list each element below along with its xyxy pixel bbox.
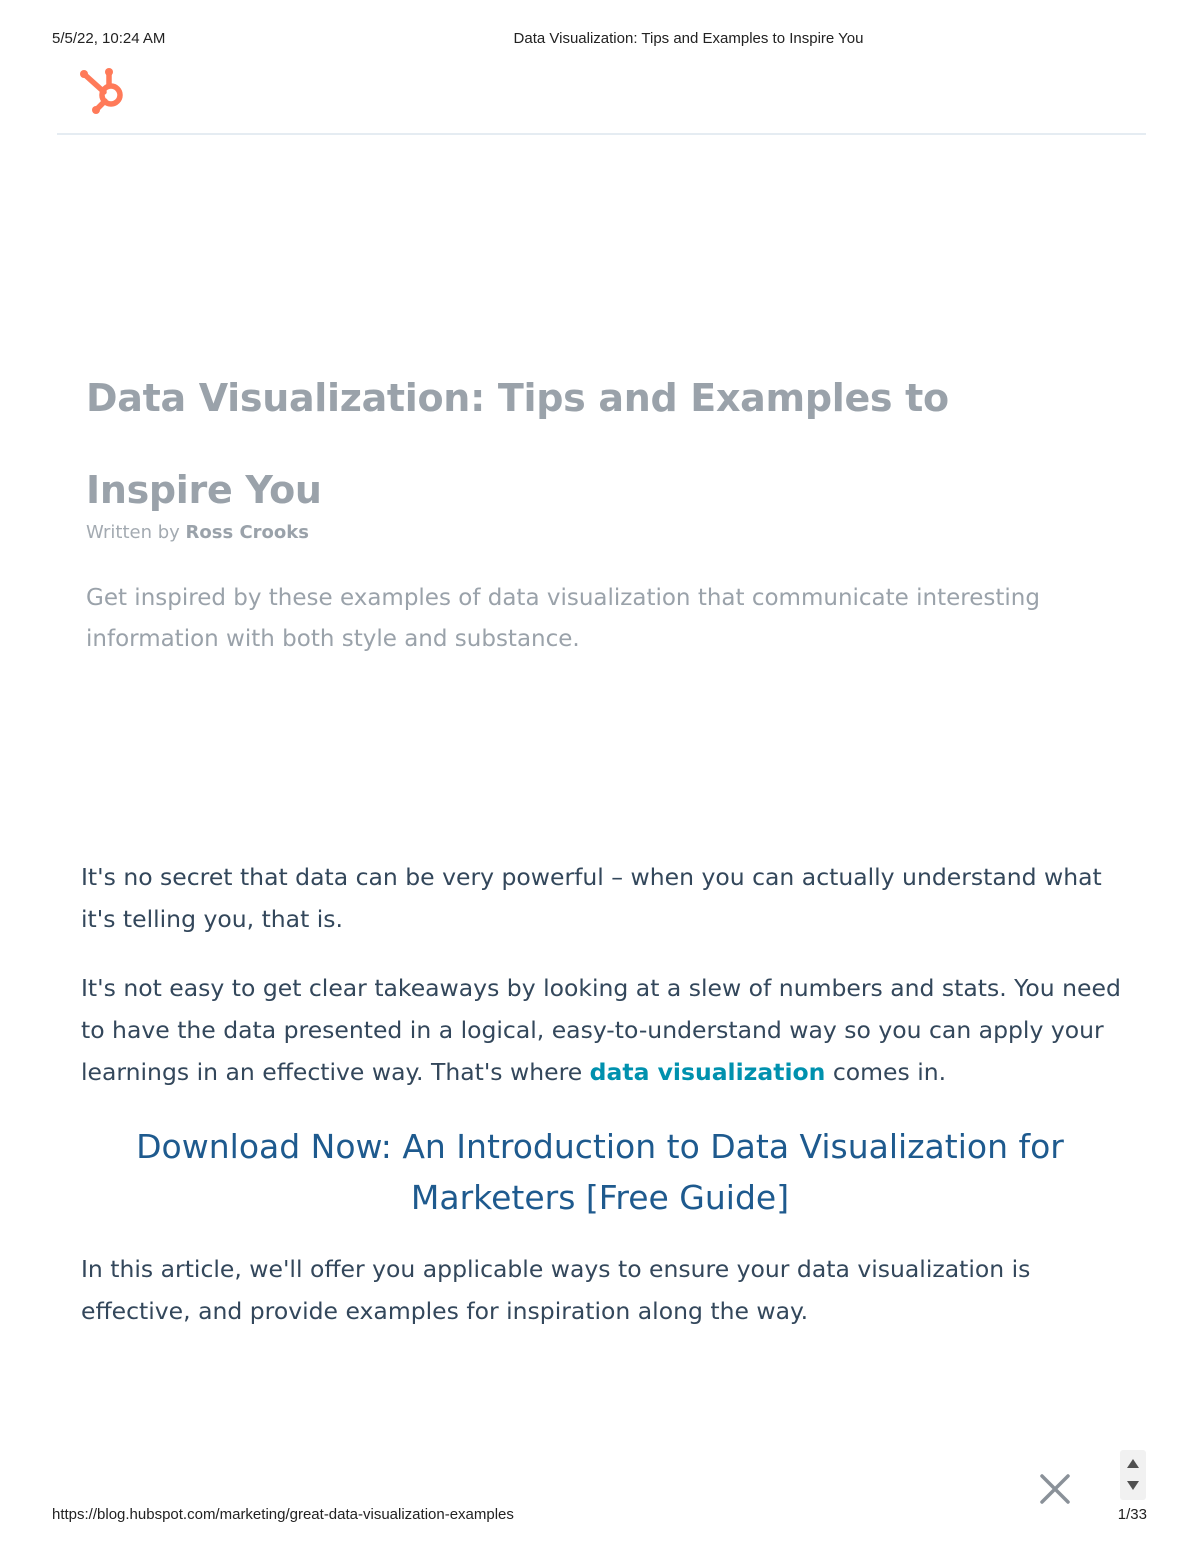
caret-up-icon[interactable] [1127,1459,1139,1468]
body-paragraph-2 [81,967,1141,1093]
hubspot-sprocket-icon[interactable] [78,66,130,118]
data-visualization-link[interactable]: data visualization [589,1058,826,1086]
print-header-datetime: 5/5/22, 10:24 AM [52,30,166,47]
body-paragraph-1: It's no secret that data can be very powerful – when you can actually understand what it's telling you, that is. [81,863,1102,933]
scroll-control[interactable] [1120,1450,1146,1500]
article-subtitle: Get inspired by these examples of data visualization that communicate interesting information with both style and substance. [86,585,1040,652]
author-link[interactable]: Ross Crooks [185,522,309,543]
print-footer-page-number: 1/33 [1117,1506,1147,1523]
download-guide-cta-link[interactable]: Download Now: An Introduction to Data Visualization for Marketers [Free Guide] [136,1127,1064,1217]
body-paragraph-3: In this article, we'll offer you applicable ways to ensure your data visualization is effective, and provide examples for inspiration along the way. [81,1255,1031,1325]
close-icon[interactable] [1038,1472,1072,1506]
article-title: Data Visualization: Tips and Examples to Inspire You [86,376,949,512]
paragraph-2-text-end: comes in. [825,1058,947,1086]
print-header-title: Data Visualization: Tips and Examples to Inspire You [513,30,864,47]
caret-down-icon[interactable] [1127,1481,1139,1490]
paragraph-2-text-start: It's not easy to get clear takeaways by looking at a slew of numbers and stats. You need to have the data presented in a logical, easy-to-understand way so you can apply your learnings in an effective way. That's where [81,974,1121,1086]
print-footer-url: https://blog.hubspot.com/marketing/great-data-visualization-examples [52,1506,514,1523]
byline [86,522,309,543]
byline-prefix: Written by [86,522,180,543]
header-divider [57,133,1146,135]
